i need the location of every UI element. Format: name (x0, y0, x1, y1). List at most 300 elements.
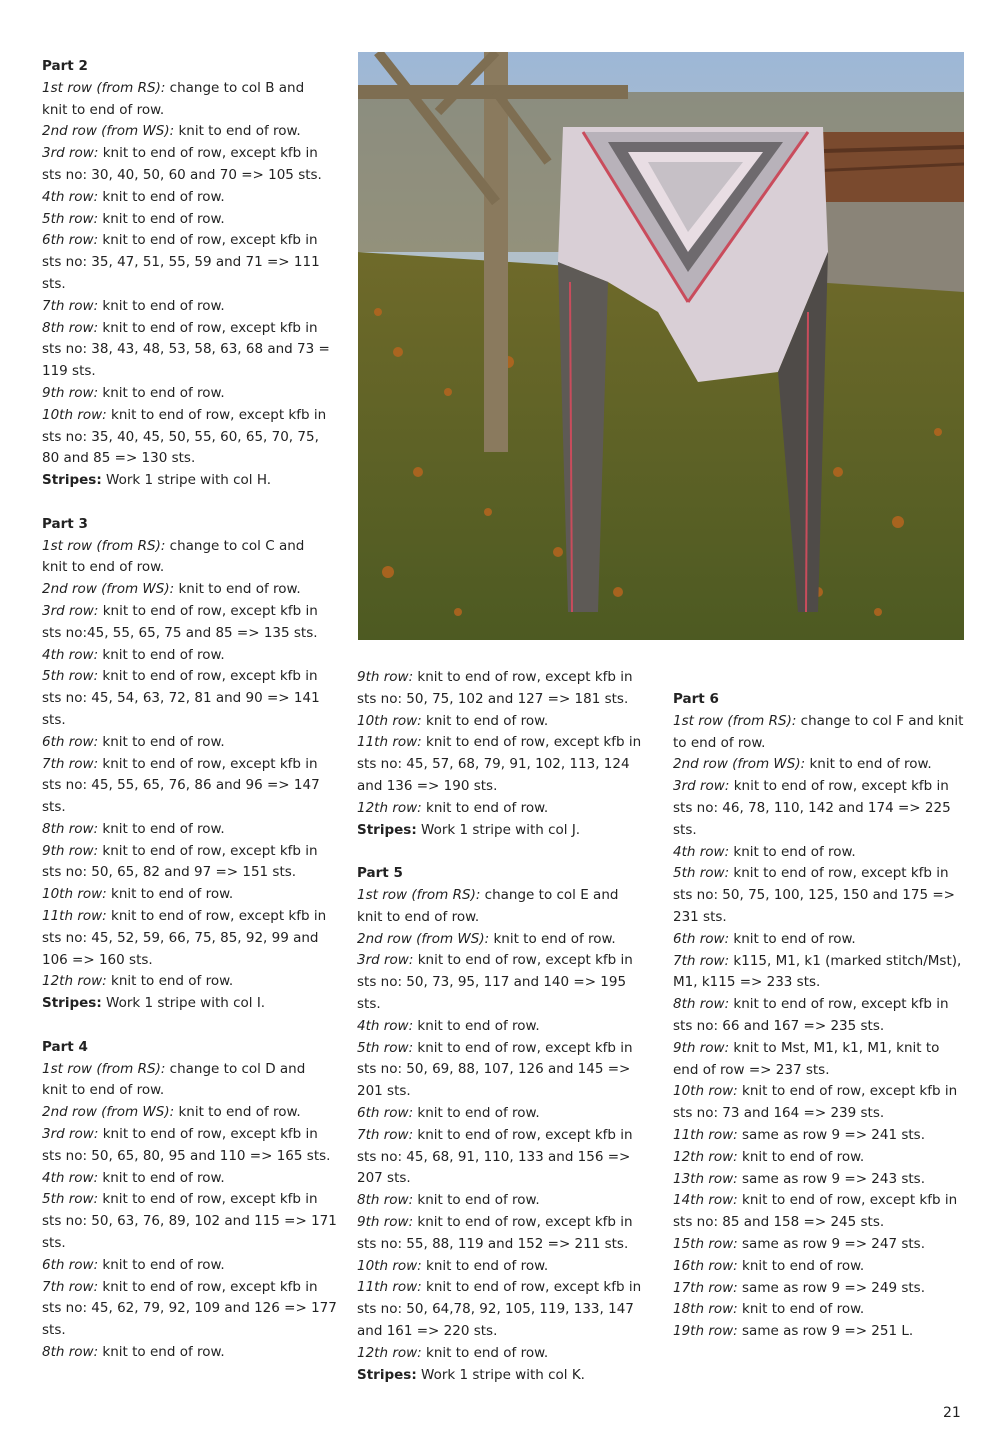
instruction-line (357, 1256, 657, 1278)
instruction-line (42, 971, 342, 993)
pattern-section (673, 689, 973, 1343)
instruction-line (673, 1147, 973, 1169)
row-text: knit to end of row. (489, 930, 616, 947)
row-text: 207 sts. (357, 1170, 411, 1187)
instruction-line (42, 470, 342, 492)
instruction-line (673, 1103, 973, 1125)
row-text: knit to end of row. (106, 973, 234, 990)
instruction-line (673, 1299, 973, 1321)
instruction-line (673, 885, 973, 907)
row-text: knit to end of row, except kfb in (413, 952, 633, 969)
pattern-section (42, 56, 342, 492)
instruction-line (673, 1278, 973, 1300)
row-label: 19th row: (673, 1323, 738, 1340)
row-text: knit to end of row. (729, 930, 856, 947)
instruction-line (673, 1038, 973, 1060)
instruction-line (673, 1256, 973, 1278)
row-label: 3rd row: (42, 145, 99, 162)
instruction-line (42, 732, 342, 754)
row-text: and 136 => 190 sts. (357, 777, 498, 794)
row-text: knit to end of row. (98, 646, 225, 663)
instruction-line (673, 820, 973, 842)
instruction-line (357, 1016, 657, 1038)
row-text: knit to end of row. (98, 188, 225, 205)
row-text: sts no: 38, 43, 48, 53, 58, 63, 68 and 73 = (42, 341, 330, 358)
instruction-line (42, 143, 342, 165)
section-heading: Part 2 (42, 58, 88, 74)
instruction-line (673, 1016, 973, 1038)
instruction-line (42, 579, 342, 601)
row-text: knit to end of row, except kfb in (98, 1191, 318, 1208)
instruction-line (673, 972, 973, 994)
row-text: sts no: 35, 47, 51, 55, 59 and 71 => 111 (42, 254, 320, 271)
instruction-line (42, 645, 342, 667)
row-text: knit to end of row. (421, 712, 549, 729)
row-label: 6th row: (673, 930, 730, 947)
row-label: 8th row: (42, 319, 99, 336)
instruction-line (673, 776, 973, 798)
row-text: knit to end of row. (98, 1169, 225, 1186)
row-text: change to col D and (165, 1060, 306, 1077)
row-text: end of row => 237 sts. (673, 1061, 830, 1078)
row-text: sts no: 45, 52, 59, 66, 75, 85, 92, 99 and (42, 929, 319, 946)
instruction-line (357, 1147, 657, 1169)
instruction-line (42, 906, 342, 928)
instruction-line (357, 1277, 657, 1299)
row-text: knit to end of row. (98, 820, 225, 837)
row-text: knit to end of row, except kfb in (98, 1126, 318, 1143)
instruction-line (42, 884, 342, 906)
row-text: knit to end of row. (42, 101, 165, 118)
instruction-line (673, 842, 973, 864)
instruction-line (357, 1081, 657, 1103)
row-label: 9th row: (357, 669, 414, 685)
column-left (42, 56, 342, 1386)
instruction-line (42, 993, 342, 1015)
instruction-line (357, 689, 657, 711)
instruction-line (673, 907, 973, 929)
row-label: 4th row: (42, 188, 99, 205)
row-label: 6th row: (42, 232, 99, 249)
instruction-line (42, 1080, 342, 1102)
row-label: 6th row: (42, 1256, 99, 1273)
instruction-line (42, 710, 342, 732)
row-text: knit to end of row, except kfb in (421, 734, 642, 751)
row-text: sts no: 50, 75, 100, 125, 150 and 175 => (673, 887, 955, 904)
row-text: change to col C and (165, 537, 305, 554)
row-label: 7th row: (357, 1126, 414, 1143)
instruction-line (673, 1125, 973, 1147)
row-label: 8th row: (42, 1344, 99, 1361)
instruction-line (357, 994, 657, 1016)
row-label: 10th row: (42, 406, 107, 423)
row-label: 9th row: (42, 842, 99, 859)
row-label: 3rd row: (673, 778, 730, 795)
column-middle (357, 667, 657, 1408)
row-text: sts no: 50, 64,78, 92, 105, 119, 133, 147 (357, 1301, 634, 1318)
instruction-line (42, 601, 342, 623)
row-text: knit to end of row. (98, 384, 225, 401)
row-label: 4th row: (357, 1017, 414, 1034)
instruction-line (42, 1211, 342, 1233)
row-label: 7th row: (42, 755, 99, 772)
row-label: 6th row: (357, 1104, 414, 1121)
row-text: sts no: 50, 65, 80, 95 and 110 => 165 sts. (42, 1147, 331, 1164)
instruction-line (357, 972, 657, 994)
row-text: sts no: 45, 55, 65, 76, 86 and 96 => 147 (42, 777, 320, 794)
row-label: 7th row: (673, 952, 730, 969)
row-label: 5th row: (42, 668, 99, 685)
row-text: to end of row. (673, 734, 766, 751)
row-text: sts no: 45, 68, 91, 110, 133 and 156 => (357, 1148, 631, 1165)
instruction-line (42, 209, 342, 231)
instruction-line (673, 1169, 973, 1191)
instruction-line (42, 841, 342, 863)
instruction-line (357, 1212, 657, 1234)
row-text: sts no: 35, 40, 45, 50, 55, 60, 65, 70, 75, (42, 428, 319, 445)
row-label: 5th row: (673, 865, 730, 882)
row-text: 80 and 85 => 130 sts. (42, 450, 196, 467)
instruction-line (42, 339, 342, 361)
row-label: Stripes: (42, 472, 102, 489)
row-text: knit to Mst, M1, k1, M1, knit to (729, 1039, 940, 1056)
instruction-line (357, 732, 657, 754)
row-label: Stripes: (42, 995, 102, 1012)
instruction-line (357, 1365, 657, 1387)
row-text: same as row 9 => 251 L. (737, 1323, 914, 1340)
row-text: knit to end of row. (413, 1104, 540, 1121)
section-heading: Part 4 (42, 1038, 88, 1055)
row-text: sts. (357, 995, 381, 1012)
row-text: Work 1 stripe with col I. (101, 995, 266, 1012)
row-text: knit to end of row. (174, 123, 301, 140)
instruction-line (42, 797, 342, 819)
pattern-section (42, 1037, 342, 1364)
row-text: sts. (42, 1322, 66, 1339)
row-text: knit to end of row, except kfb in (729, 778, 949, 795)
row-text: knit to end of row. (421, 1344, 549, 1361)
instruction-line (673, 951, 973, 973)
row-text: knit to end of row. (98, 297, 225, 314)
row-text: knit to end of row. (106, 886, 234, 903)
instruction-line (42, 754, 342, 776)
instruction-line (42, 1146, 342, 1168)
instruction-line (357, 1343, 657, 1365)
section-heading: Part 3 (42, 515, 88, 532)
instruction-line (42, 405, 342, 427)
row-text: knit to end of row. (413, 1192, 540, 1209)
row-label: 1st row (from RS): (42, 537, 166, 554)
page-number: 21 (943, 1405, 961, 1421)
instruction-line (42, 1124, 342, 1146)
row-label: 3rd row: (42, 1126, 99, 1143)
instruction-line (42, 557, 342, 579)
instruction-line (42, 121, 342, 143)
instruction-line (42, 165, 342, 187)
row-text: 231 sts. (673, 908, 727, 925)
row-label: 8th row: (42, 820, 99, 837)
row-text: knit to end of row, except kfb in (413, 1213, 633, 1230)
row-label: 11th row: (357, 734, 422, 751)
row-text: knit to end of row, except kfb in (421, 1279, 642, 1296)
instruction-line (357, 776, 657, 798)
row-text: knit to end of row. (421, 799, 549, 816)
row-label: 9th row: (673, 1039, 730, 1056)
instruction-line (673, 733, 973, 755)
row-text: knit to end of row, except kfb in (98, 755, 318, 772)
row-text: knit to end of row, except kfb in (413, 1039, 633, 1056)
shawl-photo (358, 52, 964, 640)
instruction-line (673, 994, 973, 1016)
row-label: 7th row: (42, 1278, 99, 1295)
instruction-line (42, 274, 342, 296)
instruction-line (42, 187, 342, 209)
instruction-line (42, 1102, 342, 1124)
row-text: sts no: 50, 63, 76, 89, 102 and 115 => 171 (42, 1213, 337, 1230)
instruction-line (42, 1342, 342, 1364)
instruction-line (42, 862, 342, 884)
row-text: knit to end of row. (737, 1257, 865, 1274)
row-text: knit to end of row, except kfb in (98, 145, 318, 162)
row-label: 10th row: (673, 1083, 738, 1100)
row-text: sts no: 50, 69, 88, 107, 126 and 145 => (357, 1061, 631, 1078)
row-label: 14th row: (673, 1192, 738, 1209)
row-text: k115, M1, k1 (marked stitch/Mst), (729, 952, 962, 969)
row-text: sts no: 55, 88, 119 and 152 => 211 sts. (357, 1235, 629, 1252)
row-text: sts. (42, 799, 66, 816)
instruction-line (42, 950, 342, 972)
row-label: 12th row: (42, 973, 107, 990)
instruction-line (42, 1168, 342, 1190)
row-text: knit to end of row. (805, 756, 932, 773)
row-text: and 161 => 220 sts. (357, 1322, 498, 1339)
row-label: 11th row: (42, 908, 107, 925)
row-text: 106 => 160 sts. (42, 951, 153, 968)
instruction-line (673, 754, 973, 776)
row-text: change to col F and knit (796, 712, 964, 729)
row-text: knit to end of row. (174, 1104, 301, 1121)
instruction-line (673, 863, 973, 885)
row-label: 1st row (from RS): (42, 79, 166, 96)
row-text: knit to end of row. (421, 1257, 549, 1274)
row-label: Stripes: (357, 821, 417, 838)
row-label: 12th row: (357, 799, 422, 816)
row-label: 13th row: (673, 1170, 738, 1187)
row-label: 10th row: (357, 712, 422, 729)
instruction-line (42, 775, 342, 797)
row-text: knit to end of row, except kfb in (98, 668, 318, 685)
row-label: 11th row: (357, 1279, 422, 1296)
row-text: 201 sts. (357, 1083, 411, 1100)
row-label: 4th row: (673, 843, 730, 860)
row-text: knit to end of row. (729, 843, 856, 860)
instruction-line (357, 798, 657, 820)
row-text: knit to end of row. (98, 733, 225, 750)
row-label: 2nd row (from WS): (673, 756, 806, 773)
instruction-line (42, 1298, 342, 1320)
instruction-line (357, 754, 657, 776)
instruction-line (357, 907, 657, 929)
row-text: knit to end of row, except kfb in (98, 842, 318, 859)
instruction-line (42, 1059, 342, 1081)
instruction-line (42, 623, 342, 645)
row-label: 3rd row: (357, 952, 414, 969)
row-text: sts no: 66 and 167 => 235 sts. (673, 1017, 885, 1034)
instruction-line (42, 296, 342, 318)
instruction-line (42, 448, 342, 470)
row-label: 1st row (from RS): (357, 886, 481, 903)
row-label: 18th row: (673, 1301, 738, 1318)
row-label: 5th row: (42, 1191, 99, 1208)
row-text: knit to end of row. (413, 1017, 540, 1034)
instruction-line (42, 383, 342, 405)
instruction-line (42, 252, 342, 274)
row-text: knit to end of row. (98, 1344, 225, 1361)
row-text: sts no: 45, 62, 79, 92, 109 and 126 => 177 (42, 1300, 337, 1317)
instruction-line (357, 1190, 657, 1212)
row-text: sts no: 45, 54, 63, 72, 81 and 90 => 141 (42, 690, 320, 707)
row-label: 1st row (from RS): (673, 712, 797, 729)
row-text: knit to end of row. (737, 1148, 865, 1165)
row-text: Work 1 stripe with col H. (101, 472, 272, 489)
row-text: knit to end of row. (357, 908, 480, 925)
row-label: 8th row: (357, 1192, 414, 1209)
row-text: knit to end of row. (98, 210, 225, 227)
row-text: M1, k115 => 233 sts. (673, 974, 821, 991)
instruction-line (673, 929, 973, 951)
instruction-line (357, 1168, 657, 1190)
section-heading: Part 5 (357, 865, 403, 882)
pattern-section (357, 863, 657, 1386)
row-text: knit to end of row, except kfb in (98, 232, 318, 249)
instruction-line (357, 1059, 657, 1081)
instruction-line (42, 78, 342, 100)
instruction-line (42, 1277, 342, 1299)
row-text: Work 1 stripe with col J. (416, 821, 581, 838)
row-text: knit to end of row, except kfb in (729, 865, 949, 882)
row-label: 17th row: (673, 1279, 738, 1296)
row-text: knit to end of row, except kfb in (106, 908, 327, 925)
instruction-line (42, 427, 342, 449)
instruction-line (357, 1321, 657, 1343)
row-text: sts no: 50, 65, 82 and 97 => 151 sts. (42, 864, 297, 881)
instruction-line (42, 230, 342, 252)
instruction-line (42, 688, 342, 710)
row-label: 11th row: (673, 1126, 738, 1143)
row-label: 12th row: (673, 1148, 738, 1165)
row-label: 1st row (from RS): (42, 1060, 166, 1077)
row-label: 2nd row (from WS): (42, 123, 175, 140)
instruction-line (357, 1103, 657, 1125)
row-label: 8th row: (673, 996, 730, 1013)
instruction-line (42, 1255, 342, 1277)
row-text: knit to end of row, except kfb in (98, 602, 318, 619)
row-text: same as row 9 => 243 sts. (737, 1170, 926, 1187)
row-label: 7th row: (42, 297, 99, 314)
instruction-line (673, 1321, 973, 1343)
instruction-line (673, 1234, 973, 1256)
row-label: 4th row: (42, 646, 99, 663)
row-label: 5th row: (357, 1039, 414, 1056)
instruction-line (357, 667, 657, 689)
instruction-line (357, 929, 657, 951)
instruction-line (357, 820, 657, 842)
row-label: 12th row: (357, 1344, 422, 1361)
instruction-line (42, 1233, 342, 1255)
row-text: sts. (673, 821, 697, 838)
row-text: sts. (42, 275, 66, 292)
section-heading: Part 6 (673, 691, 719, 707)
instruction-line (357, 885, 657, 907)
row-text: knit to end of row, except kfb in (106, 406, 327, 423)
row-label: 2nd row (from WS): (42, 1104, 175, 1121)
instruction-line (357, 950, 657, 972)
row-label: 5th row: (42, 210, 99, 227)
row-text: knit to end of row, except kfb in (413, 669, 633, 685)
instruction-line (357, 1299, 657, 1321)
row-label: 3rd row: (42, 602, 99, 619)
row-label: 9th row: (357, 1213, 414, 1230)
row-text: sts no: 50, 75, 102 and 127 => 181 sts. (357, 690, 629, 707)
instruction-line (42, 1320, 342, 1342)
row-label: 10th row: (357, 1257, 422, 1274)
row-label: 2nd row (from WS): (42, 581, 175, 598)
instruction-line (42, 536, 342, 558)
row-label: 6th row: (42, 733, 99, 750)
row-text: Work 1 stripe with col K. (416, 1366, 585, 1383)
row-text: knit to end of row. (737, 1301, 865, 1318)
row-text: knit to end of row, except kfb in (729, 996, 949, 1013)
row-text: change to col B and (165, 79, 305, 96)
instruction-line (42, 361, 342, 383)
instruction-line (42, 318, 342, 340)
row-text: knit to end of row, except kfb in (737, 1083, 958, 1100)
row-text: same as row 9 => 247 sts. (737, 1235, 926, 1252)
row-text: knit to end of row. (98, 1256, 225, 1273)
instruction-line (673, 1060, 973, 1082)
pattern-section (357, 667, 657, 841)
row-text: knit to end of row, except kfb in (737, 1192, 958, 1209)
row-label: 15th row: (673, 1235, 738, 1252)
instruction-line (357, 711, 657, 733)
row-text: same as row 9 => 241 sts. (737, 1126, 926, 1143)
instruction-line (42, 666, 342, 688)
row-text: knit to end of row. (42, 559, 165, 576)
row-text: knit to end of row, except kfb in (98, 319, 318, 336)
row-text: sts no: 73 and 164 => 239 sts. (673, 1105, 885, 1122)
row-text: change to col E and (480, 886, 619, 903)
row-text: knit to end of row. (42, 1082, 165, 1099)
row-label: 2nd row (from WS): (357, 930, 490, 947)
instruction-line (673, 1081, 973, 1103)
row-text: 119 sts. (42, 363, 96, 380)
column-right (673, 689, 973, 1365)
instruction-line (673, 798, 973, 820)
instruction-line (42, 100, 342, 122)
pattern-section (42, 514, 342, 1015)
row-label: 10th row: (42, 886, 107, 903)
row-text: sts no: 85 and 158 => 245 sts. (673, 1214, 885, 1231)
instruction-line (42, 928, 342, 950)
row-text: sts. (42, 711, 66, 728)
instruction-line (673, 711, 973, 733)
row-label: 9th row: (42, 384, 99, 401)
instruction-line (673, 1190, 973, 1212)
row-text: same as row 9 => 249 sts. (737, 1279, 926, 1296)
row-text: knit to end of row, except kfb in (413, 1126, 633, 1143)
row-text: sts no:45, 55, 65, 75 and 85 => 135 sts. (42, 624, 318, 641)
row-text: sts no: 45, 57, 68, 79, 91, 102, 113, 124 (357, 756, 630, 773)
